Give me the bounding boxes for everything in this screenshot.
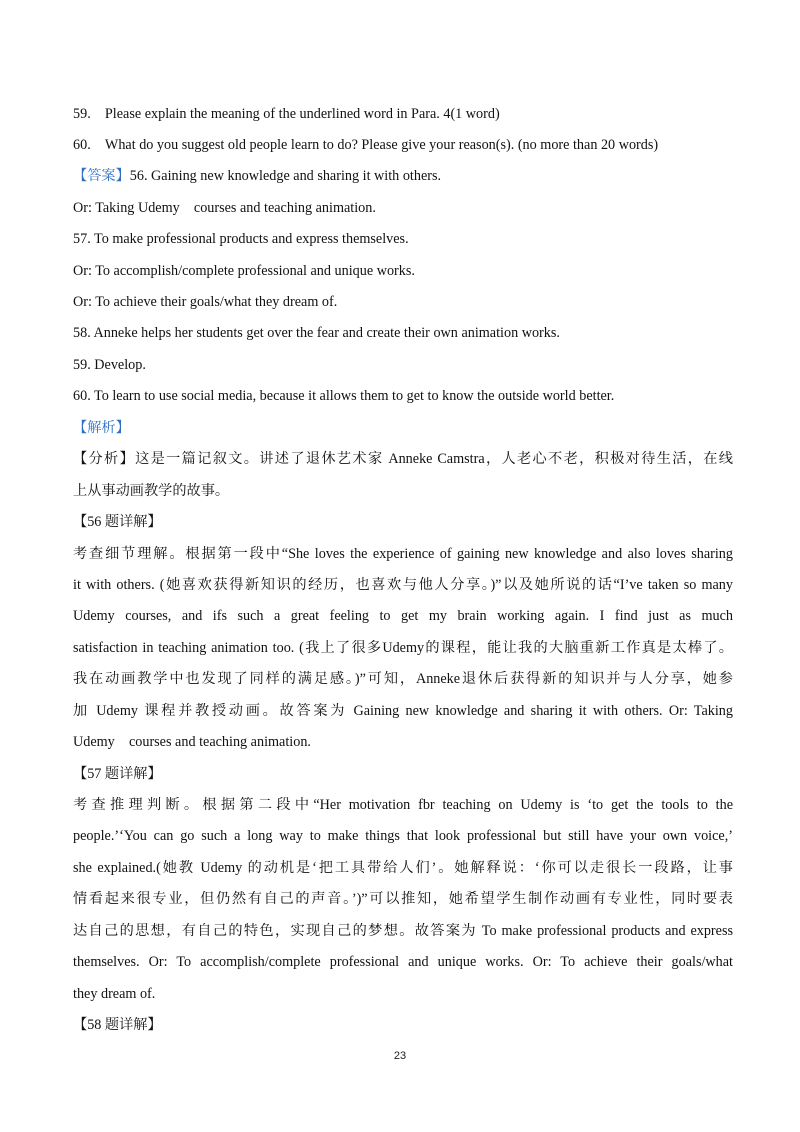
- question-60: 60. What do you suggest old people learn to do? Please give your reason(s). (no more than 20 words): [73, 137, 659, 153]
- q56-line-4: satisfaction in teaching animation too. (我上了很多Udemy的课程，能让我的大脑重新工作真是太棒了。: [73, 640, 733, 656]
- page-number: 23: [393, 1050, 407, 1062]
- answer-57-alt-1: Or: To accomplish/complete professional and unique works.: [73, 263, 415, 279]
- q58-heading: 【58 题详解】: [73, 1017, 162, 1033]
- q57-line-7: they dream of.: [73, 986, 156, 1002]
- analysis-summary-line-2: 上从事动画教学的故事。: [73, 483, 230, 499]
- q56-line-1: 考查细节理解。根据第一段中“She loves the experience of gaining new knowledge and also loves sharing: [73, 546, 733, 562]
- answer-56-alt: Or: Taking Udemy courses and teaching animation.: [73, 200, 376, 216]
- q57-line-5: 达自己的思想，有自己的特色，实现自己的梦想。故答案为 To make professional products and express: [73, 923, 733, 939]
- q57-line-2: people.’‘You can go such a long way to make things that look professional but still have your own voice,’: [73, 828, 733, 844]
- answer-56: [73, 166, 733, 186]
- q57-heading: 【57 题详解】: [73, 766, 162, 782]
- answer-label: 【答案】: [73, 168, 130, 184]
- q57-line-1: 考查推理判断。根据第二段中“Her motivation fbr teaching on Udemy is ‘to get the tools to the: [73, 797, 733, 813]
- answer-60: 60. To learn to use social media, because it allows them to get to know the outside world better.: [73, 388, 615, 404]
- q57-line-6: themselves. Or: To accomplish/complete professional and unique works. Or: To achieve their goals/what: [73, 954, 733, 970]
- question-59: 59. Please explain the meaning of the underlined word in Para. 4(1 word): [73, 106, 500, 122]
- q57-line-3: she explained.(她教 Udemy 的动机是‘把工具带给人们’。她解释说：‘你可以走很长一段路，让事: [73, 860, 733, 876]
- q56-heading: 【56 题详解】: [73, 514, 162, 530]
- answer-59: 59. Develop.: [73, 357, 146, 373]
- q56-line-2: it with others. (她喜欢获得新知识的经历，也喜欢与他人分享。)”以及她所说的话“I’ve taken so many: [73, 577, 733, 593]
- q56-line-3: Udemy courses, and ifs such a great feeling to get my brain working again. I find just as much: [73, 608, 733, 624]
- analysis-summary-line-1: 【分析】这是一篇记叙文。讲述了退休艺术家 Anneke Camstra，人老心不老，积极对待生活，在线: [73, 451, 733, 467]
- answer-57-alt-2: Or: To achieve their goals/what they dream of.: [73, 294, 338, 310]
- analysis-label: 【解析】: [73, 420, 130, 436]
- q56-line-7: Udemy courses and teaching animation.: [73, 734, 311, 750]
- q56-line-5: 我在动画教学中也发现了同样的满足感。)”可知，Anneke退休后获得新的知识并与人分享，她参: [73, 671, 733, 687]
- answer-58: 58. Anneke helps her students get over the fear and create their own animation works.: [73, 325, 560, 341]
- q57-line-4: 情看起来很专业，但仍然有自己的声音。’)”可以推知，她希望学生制作动画有专业性，同时要表: [73, 891, 733, 907]
- answer-56-text: 56. Gaining new knowledge and sharing it with others.: [129, 168, 442, 184]
- answer-57: 57. To make professional products and express themselves.: [73, 231, 409, 247]
- q56-line-6: 加 Udemy 课程并教授动画。故答案为 Gaining new knowledge and sharing it with others. Or: Taking: [73, 703, 733, 719]
